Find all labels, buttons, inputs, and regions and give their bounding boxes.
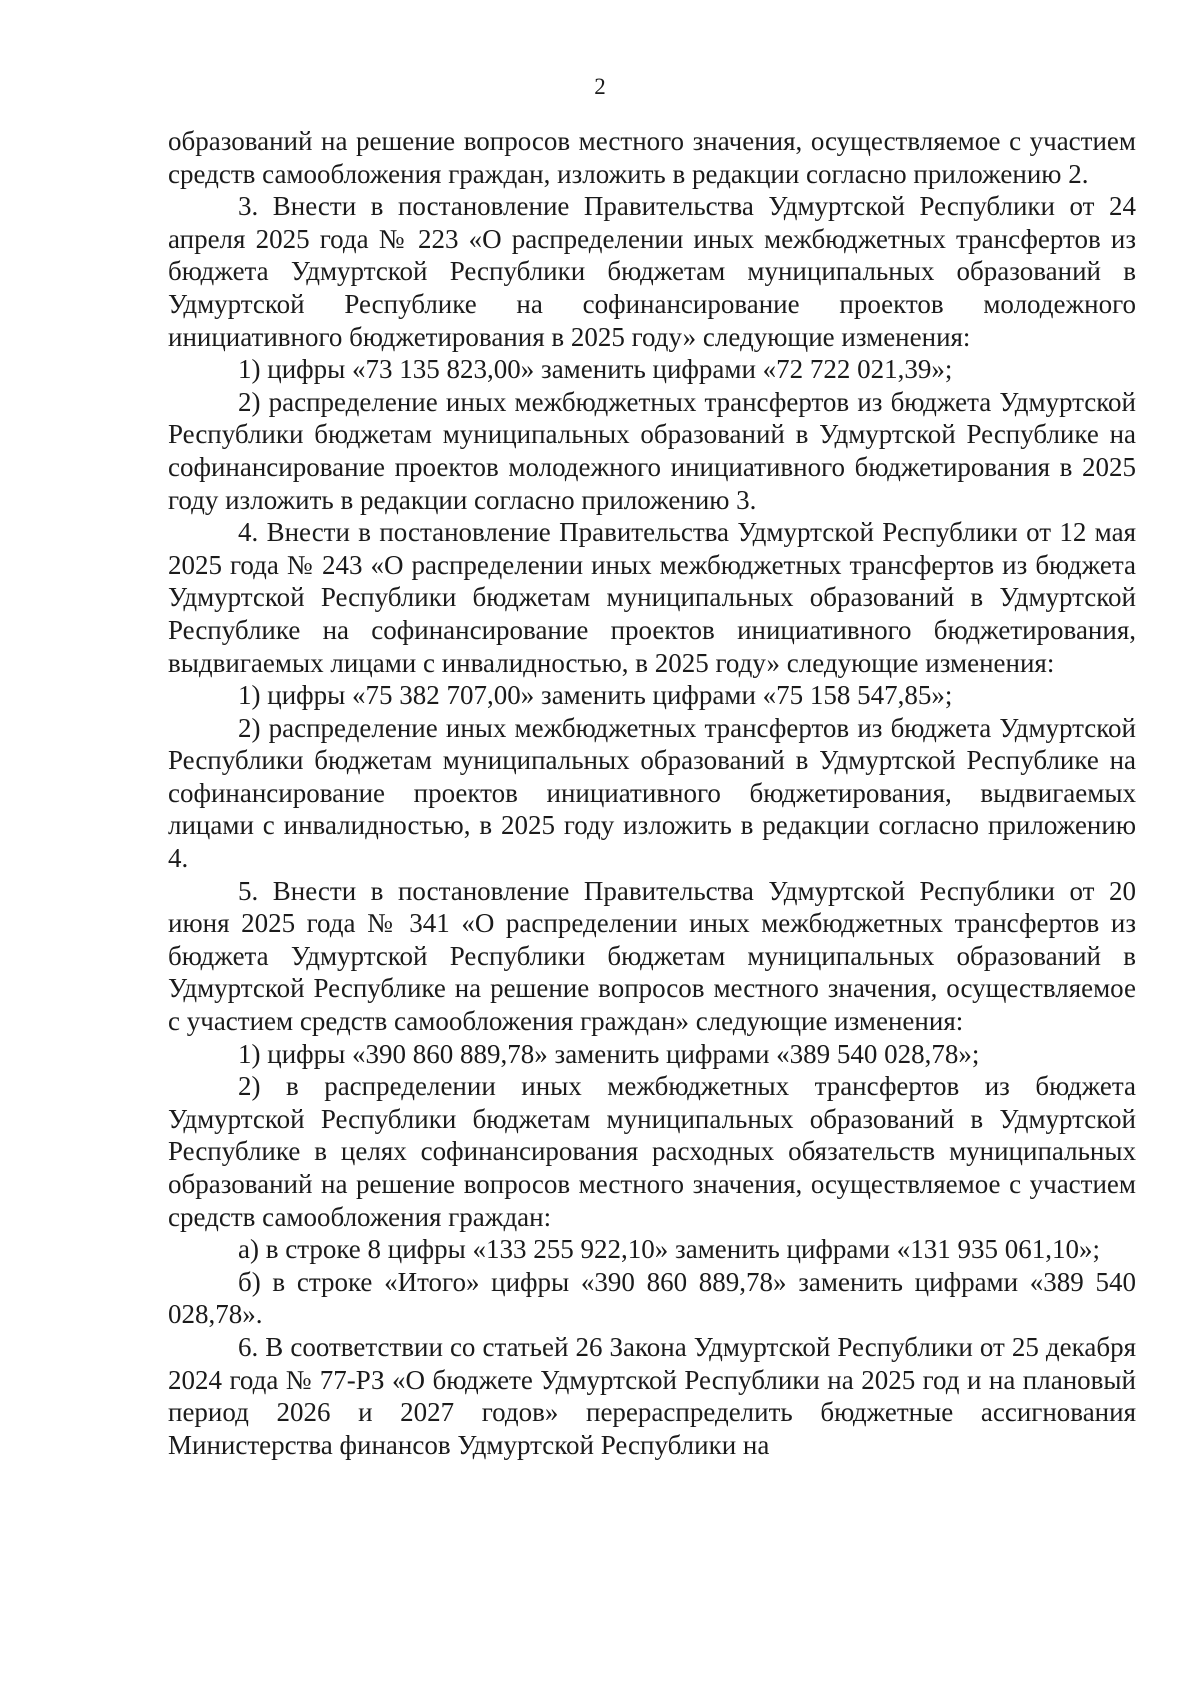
paragraph: 2) распределение иных межбюджетных трансфертов из бюджета Удмуртской Республики бюджетам муниципальных образований в Удмуртской Республике на софинансирование проектов молодежного инициативного бюджетирования в 2025 году изложить в редакции согласно приложению 3. bbox=[168, 386, 1136, 515]
paragraph: 6. В соответствии со статьей 26 Закона Удмуртской Республики от 25 декабря 2024 года № 77-РЗ «О бюджете Удмуртской Республики на 2025 год и на плановый период 2026 и 2027 годов» перераспределить бюджетные ассигнования Министерства финансов Удмуртской Республики на bbox=[168, 1331, 1136, 1460]
paragraph: 4. Внести в постановление Правительства Удмуртской Республики от 12 мая 2025 года № 243 «О распределении иных межбюджетных трансфертов из бюджета Удмуртской Республики бюджетам муниципальных образований в Удмуртской Республике на софинансирование проектов инициативного бюджетирования, выдвигаемых лицами с инвалидностью, в 2025 году» следующие изменения: bbox=[168, 517, 1136, 678]
paragraph: а) в строке 8 цифры «133 255 922,10» заменить цифрами «131 935 061,10»; bbox=[238, 1234, 1100, 1265]
document-body bbox=[168, 125, 1136, 1461]
paragraph: б) в строке «Итого» цифры «390 860 889,78» заменить цифрами «389 540 028,78». bbox=[168, 1266, 1136, 1330]
paragraph: 3. Внести в постановление Правительства Удмуртской Республики от 24 апреля 2025 года № 223 «О распределении иных межбюджетных трансфертов из бюджета Удмуртской Республики бюджетам муниципальных образований в Удмуртской Республике на софинансирование проектов молодежного инициативного бюджетирования в 2025 году» следующие изменения: bbox=[168, 191, 1136, 352]
paragraph: 2) распределение иных межбюджетных трансфертов из бюджета Удмуртской Республики бюджетам муниципальных образований в Удмуртской Республике на софинансирование проектов инициативного бюджетирования, выдвигаемых лицами с инвалидностью, в 2025 году изложить в редакции согласно приложению 4. bbox=[168, 712, 1136, 874]
paragraph: 2) в распределении иных межбюджетных трансфертов из бюджета Удмуртской Республики бюджетам муниципальных образований в Удмуртской Республике в целях софинансирования расходных обязательств муниципальных образований на решение вопросов местного значения, осуществляемое с участием средств самообложения граждан: bbox=[168, 1071, 1136, 1232]
paragraph: образований на решение вопросов местного значения, осуществляемое с участием средств самообложения граждан, изложить в редакции согласно приложению 2. bbox=[168, 126, 1136, 189]
paragraph: 1) цифры «73 135 823,00» заменить цифрами «72 722 021,39»; bbox=[238, 354, 953, 385]
page-number: 2 bbox=[594, 74, 606, 99]
paragraph: 1) цифры «390 860 889,78» заменить цифрами «389 540 028,78»; bbox=[238, 1038, 980, 1069]
paragraph: 1) цифры «75 382 707,00» заменить цифрами «75 158 547,85»; bbox=[238, 680, 953, 711]
paragraph: 5. Внести в постановление Правительства Удмуртской Республики от 20 июня 2025 года № 341 «О распределении иных межбюджетных трансфертов из бюджета Удмуртской Республики бюджетам муниципальных образований в Удмуртской Республике на решение вопросов местного значения, осуществляемое с участием средств самообложения граждан» следующие изменения: bbox=[168, 875, 1136, 1037]
